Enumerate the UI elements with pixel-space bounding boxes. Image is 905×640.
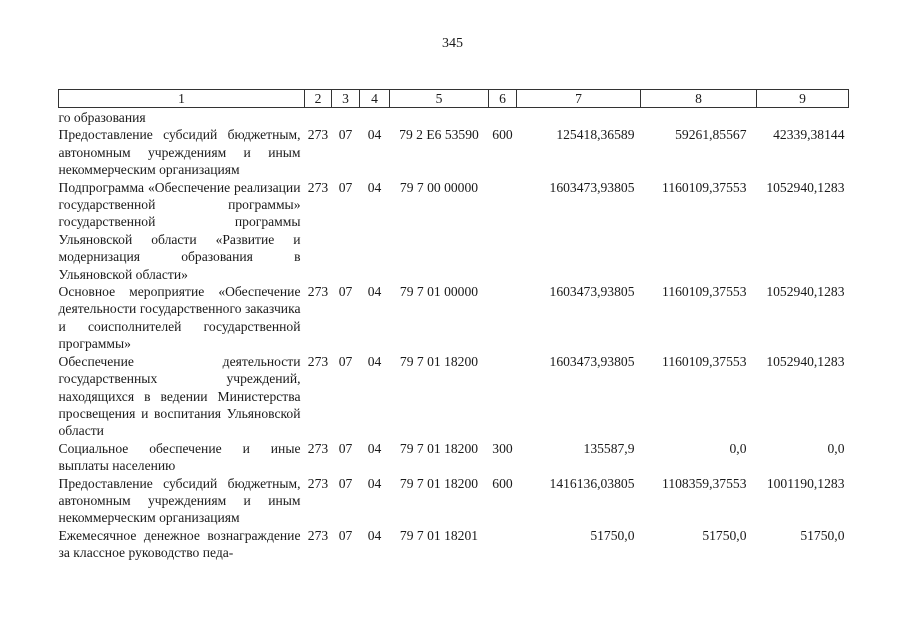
cell-c3: 07 xyxy=(338,179,353,195)
row-name: Социальное обеспечение и иные выплаты населению xyxy=(58,440,301,474)
table-row xyxy=(59,527,849,562)
cell-c5: 79 7 01 18200 xyxy=(399,353,479,369)
cell-c5: 79 2 Е6 53590 xyxy=(399,127,479,143)
cell-c6 xyxy=(489,283,517,353)
cell-c9: 1052940,1283 xyxy=(766,179,845,195)
cell-c2: 273 xyxy=(307,284,329,300)
cell-c3: 07 xyxy=(338,284,353,300)
row-name: го образования xyxy=(58,110,146,125)
row-name: Подпрограмма «Обеспечение реализации государственной программы» государственной программы Ульяновской области «Развитие и модернизация образования в Ульяновской области» xyxy=(58,179,301,282)
cell-c5: 79 7 00 00000 xyxy=(399,179,479,195)
column-header: 9 xyxy=(757,90,849,108)
cell-c4: 04 xyxy=(367,440,382,456)
cell-c7: 1416136,03805 xyxy=(549,475,635,491)
column-header: 1 xyxy=(59,90,305,108)
cell-c4: 04 xyxy=(367,179,382,195)
cell-c2: 273 xyxy=(307,127,329,143)
cell-c2: 273 xyxy=(307,527,329,543)
cell-c7: 51750,0 xyxy=(590,527,635,543)
row-name: Предоставление субсидий бюджетным, автономным учреждениям и иным некоммерческим организациям xyxy=(58,127,301,178)
cell-c2: 273 xyxy=(307,440,329,456)
cell-c7: 1603473,93805 xyxy=(549,284,635,300)
cell-c5: 79 7 01 18200 xyxy=(399,440,479,456)
cell-c8: 51750,0 xyxy=(702,527,747,543)
table-row xyxy=(59,353,849,440)
cell-c4: 04 xyxy=(367,475,382,491)
header-row xyxy=(59,90,849,108)
cell-c9: 51750,0 xyxy=(800,527,845,543)
cell-c7: 1603473,93805 xyxy=(549,179,635,195)
column-header: 4 xyxy=(360,90,390,108)
column-header: 6 xyxy=(489,90,517,108)
table-row xyxy=(59,283,849,353)
cell-c8: 59261,85567 xyxy=(675,127,747,143)
cell-c4: 04 xyxy=(367,284,382,300)
column-header: 7 xyxy=(517,90,641,108)
cell-c9: 0,0 xyxy=(827,440,845,456)
cell-c8: 1160109,37553 xyxy=(662,179,747,195)
row-name: Основное мероприятие «Обеспечение деятельности государственного заказчика и соисполнителей государственной программы» xyxy=(58,284,301,352)
cell-c4: 04 xyxy=(367,353,382,369)
cell-c5: 79 7 01 18200 xyxy=(399,475,479,491)
cell-c7: 1603473,93805 xyxy=(549,353,635,369)
cell-c2: 273 xyxy=(307,475,329,491)
cell-c9: 1001190,1283 xyxy=(766,475,845,491)
table-row xyxy=(59,108,849,127)
cell-c3: 07 xyxy=(338,440,353,456)
cell-c5: 79 7 01 00000 xyxy=(399,284,479,300)
cell-c8: 1160109,37553 xyxy=(662,353,747,369)
table-row xyxy=(59,126,849,178)
table-row xyxy=(59,475,849,527)
cell-c6 xyxy=(489,353,517,440)
cell-c2: 273 xyxy=(307,179,329,195)
budget-table xyxy=(58,89,849,562)
cell-c3: 07 xyxy=(338,127,353,143)
cell-c2: 273 xyxy=(307,353,329,369)
cell-c5: 79 7 01 18201 xyxy=(399,527,479,543)
column-header: 2 xyxy=(305,90,332,108)
column-header: 5 xyxy=(390,90,489,108)
row-name: Предоставление субсидий бюджетным, автономным учреждениям и иным некоммерческим организациям xyxy=(58,475,301,526)
table-row xyxy=(59,179,849,283)
cell-c9: 42339,38144 xyxy=(773,127,845,143)
cell-c8: 1108359,37553 xyxy=(662,475,747,491)
cell-c6 xyxy=(489,527,517,562)
page-number: 345 xyxy=(442,36,463,51)
cell-c8: 1160109,37553 xyxy=(662,284,747,300)
cell-c4: 04 xyxy=(367,127,382,143)
cell-c9: 1052940,1283 xyxy=(766,353,845,369)
cell-c4: 04 xyxy=(367,527,382,543)
column-header: 8 xyxy=(641,90,757,108)
cell-c6: 600 xyxy=(492,475,513,491)
cell-c6 xyxy=(489,179,517,283)
cell-c6: 300 xyxy=(492,440,513,456)
cell-c3: 07 xyxy=(338,475,353,491)
cell-c9: 1052940,1283 xyxy=(766,284,845,300)
row-name: Ежемесячное денежное вознаграждение за классное руководство педа- xyxy=(58,527,301,561)
table-row xyxy=(59,440,849,475)
cell-c6: 600 xyxy=(492,127,513,143)
cell-c7: 125418,36589 xyxy=(556,127,635,143)
cell-c7: 135587,9 xyxy=(583,440,635,456)
cell-c3: 07 xyxy=(338,353,353,369)
cell-c3: 07 xyxy=(338,527,353,543)
column-header: 3 xyxy=(332,90,360,108)
cell-c8: 0,0 xyxy=(729,440,747,456)
row-name: Обеспечение деятельности государственных учреждений, находящихся в ведении Министерства просвещения и воспитания Ульяновской области xyxy=(58,353,301,439)
